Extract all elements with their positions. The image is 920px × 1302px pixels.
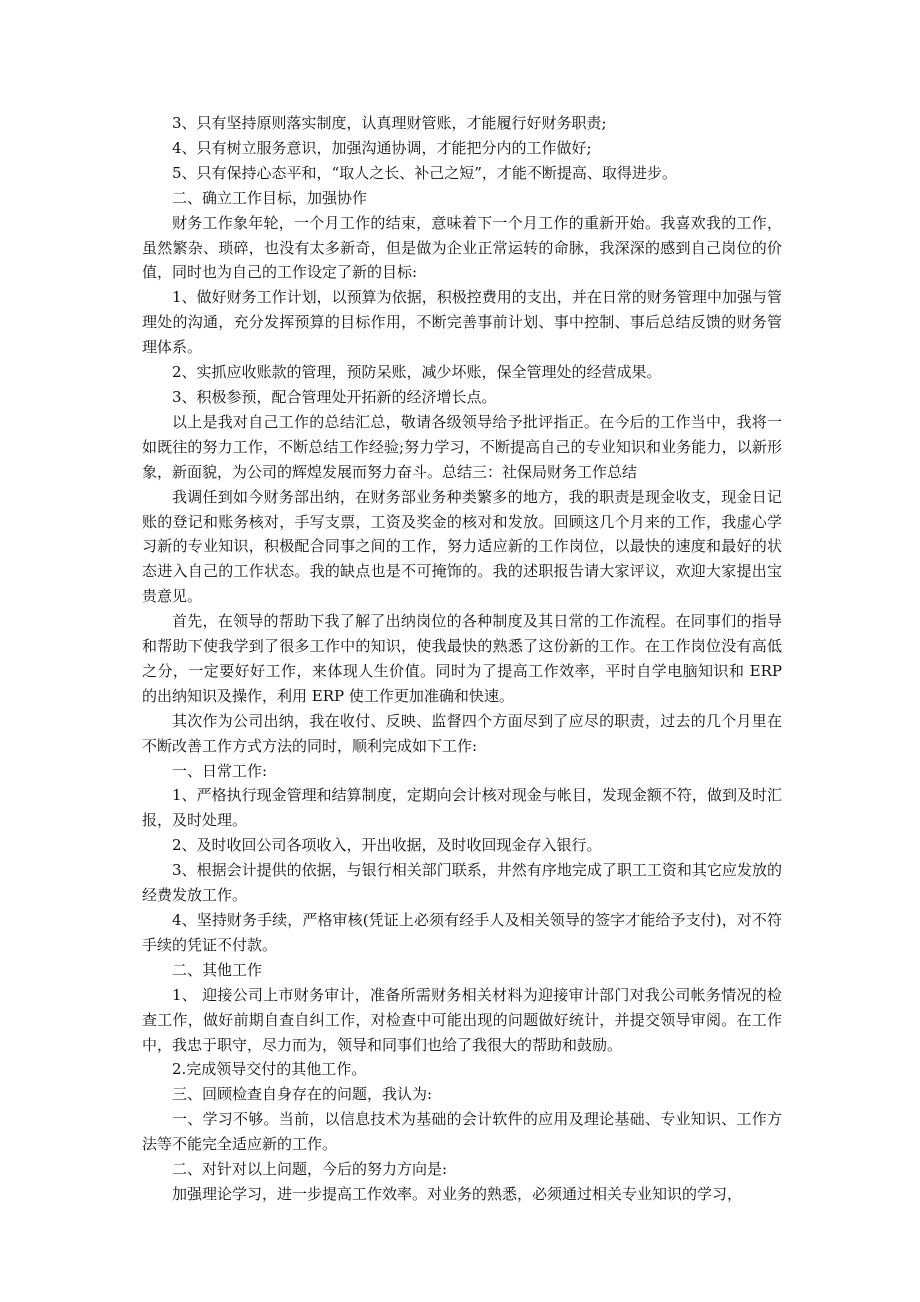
section-heading: 一、日常工作:	[172, 761, 268, 780]
paragraph: 首先，在领导的帮助下我了解了出纳岗位的各种制度及其日常的工作流程。在同事们的指导和帮助下使我学到了很多工作中的知识，使我最快的熟悉了这份新的工作。在工作岗位没有高低之分，一定要好好工作，来体现人生价值。同时为了提高工作效率，平时自学电脑知识和 ERP 的出纳知识及操作，利用 ERP 使工作更加准确和快速。	[142, 612, 782, 705]
section-heading: 三、回顾检查自身存在的问题，我认为:	[172, 1085, 433, 1104]
paragraph: 3、积极参预，配合管理处开拓新的经济增长点。	[172, 387, 497, 406]
paragraph: 5、只有保持心态平和，“取人之长、补己之短”，才能不断提高、取得进步。	[172, 163, 677, 182]
document-body	[142, 111, 782, 1207]
paragraph: 加强理论学习，进一步提高工作效率。对业务的熟悉，必须通过相关专业知识的学习，	[172, 1184, 743, 1203]
paragraph: 3、根据会计提供的依据，与银行相关部门联系，井然有序地完成了职工工资和其它应发放的经费发放工作。	[142, 861, 782, 905]
section-heading: 二、其他工作	[172, 960, 263, 979]
paragraph: 1、 迎接公司上市财务审计，准备所需财务相关材料为迎接审计部门对我公司帐务情况的检查工作，做好前期自查自纠工作，对检查中可能出现的问题做好统计，并提交领导审阅。在工作中，我忠于职守，尽力而为，领导和同事们也给了我很大的帮助和鼓励。	[142, 985, 782, 1054]
paragraph: 一、学习不够。当前，以信息技术为基础的会计软件的应用及理论基础、专业知识、工作方法等不能完全适应新的工作。	[142, 1110, 782, 1154]
paragraph: 3、只有坚持原则落实制度，认真理财管账，才能履行好财务职责;	[172, 114, 607, 132]
paragraph: 2、及时收回公司各项收入，开出收据，及时收回现金存入银行。	[172, 836, 602, 855]
paragraph: 1、严格执行现金管理和结算制度，定期向会计核对现金与帐目，发现金额不符，做到及时汇报，及时处理。	[142, 786, 782, 830]
paragraph: 我调任到如今财务部出纳，在财务部业务种类繁多的地方，我的职责是现金收支，现金日记账的登记和账务核对，手写支票，工资及奖金的核对和发放。回顾这几个月来的工作，我虚心学习新的专业知识，积极配合同事之间的工作，努力适应新的工作岗位，以最快的速度和最好的状态进入自己的工作状态。我的缺点也是不可掩饰的。我的述职报告请大家评议，欢迎大家提出宝贵意见。	[142, 487, 782, 606]
paragraph: 财务工作象年轮，一个月工作的结束，意味着下一个月工作的重新开始。我喜欢我的工作，虽然繁杂、琐碎，也没有太多新奇，但是做为企业正常运转的命脉，我深深的感到自己岗位的价值，同时也为自己的工作设定了新的目标:	[142, 213, 782, 282]
paragraph: 二、对针对以上问题，今后的努力方向是:	[172, 1160, 448, 1179]
paragraph: 其次作为公司出纳，我在收付、反映、监督四个方面尽到了应尽的职责，过去的几个月里在不断改善工作方式方法的同时，顺利完成如下工作:	[142, 711, 782, 755]
section-heading: 二、确立工作目标，加强协作	[172, 188, 368, 207]
paragraph: 1、做好财务工作计划，以预算为依据，积极控费用的支出，并在日常的财务管理中加强与管理处的沟通，充分发挥预算的目标作用，不断完善事前计划、事中控制、事后总结反馈的财务管理体系。	[142, 288, 782, 357]
paragraph: 2、实抓应收账款的管理，预防呆账，减少坏账，保全管理处的经营成果。	[172, 363, 662, 382]
paragraph: 4、坚持财务手续，严格审核(凭证上必须有经手人及相关领导的签字才能给予支付)，对不符手续的凭证不付款。	[142, 911, 782, 954]
paragraph: 2.完成领导交付的其他工作。	[172, 1060, 367, 1079]
paragraph: 以上是我对自己工作的总结汇总，敬请各级领导给予批评指正。在今后的工作当中，我将一如既往的努力工作，不断总结工作经验;努力学习，不断提高自己的专业知识和业务能力，以新形象，新面貌，为公司的辉煌发展而努力奋斗。总结三：社保局财务工作总结	[142, 412, 782, 481]
paragraph: 4、只有树立服务意识，加强沟通协调，才能把分内的工作做好;	[172, 138, 592, 157]
